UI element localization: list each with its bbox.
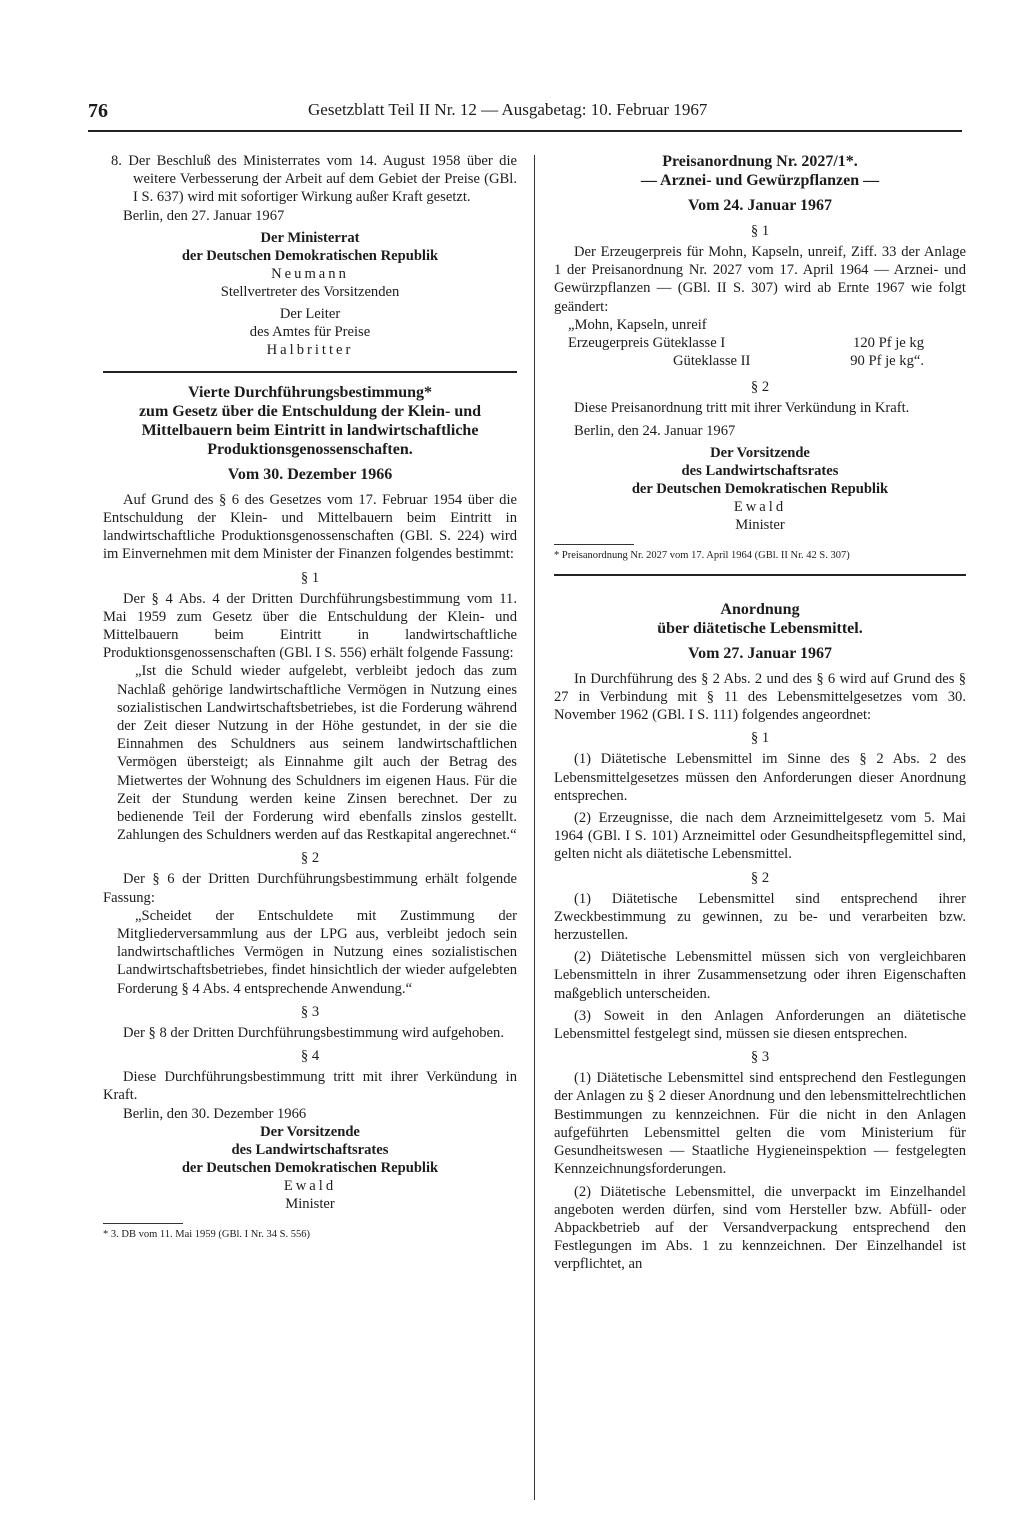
signature-org: Der Ministerrat	[260, 229, 360, 246]
footnote: * 3. DB vom 11. Mai 1959 (GBl. I Nr. 34 S. 556)	[103, 1228, 310, 1240]
item-8: 8. Der Beschluß des Ministerrates vom 14. August 1958 über die weitere Verbesserung der Arbeit auf dem Gebiet der Preise (GBl. I S. 637) wird mit sofortiger Wirkung außer Kraft gesetzt.	[111, 153, 517, 206]
section-text: (1) Diätetische Lebensmittel sind entsprechend den Festlegungen der Anlagen zu § 2 dieser Anordnung und den lebensmittelrechtlichen Bestimmungen zu kennzeichnen. Für die nicht in den Anlagen aufgeführten Lebensmittel gelten die vom Ministerium für Gesundheitswesen — Staatliche Hygieneinspektion — festgelegten Kennzeichnungsforderungen.	[554, 1070, 966, 1178]
document-title: über diätetische Lebensmittel.	[657, 619, 863, 637]
signatory-role: Minister	[285, 1195, 335, 1212]
signature-org: des Landwirtschaftsrates	[231, 1141, 389, 1158]
intro-paragraph: In Durchführung des § 2 Abs. 2 und des § 6 wird auf Grund des § 27 in Verbindung mit § 11 des Lebensmittelgesetzes vom 30. November 1962 (GBl. I S. 111) folgendes angeordnet:	[554, 670, 966, 724]
section-heading: § 1	[750, 223, 770, 239]
signatory-role: Stellvertreter des Vorsitzenden	[220, 283, 400, 300]
document-date: Vom 27. Januar 1967	[687, 644, 833, 662]
section-divider	[103, 371, 517, 373]
section-text: Der Erzeugerpreis für Mohn, Kapseln, unreif, Ziff. 33 der Anlage 1 der Preisanordnung Nr. 2027 vom 17. April 1964 — Arznei- und Gewürzpflanzen — (GBl. II S. 307) wird ab Ernte 1967 wie folgt geändert:	[554, 244, 966, 315]
signature-block-2	[103, 1123, 517, 1213]
document-title: Preisanordnung Nr. 2027/1*.	[662, 153, 858, 170]
section-heading: § 3	[750, 1049, 770, 1066]
document-title: zum Gesetz über die Entschuldung der Klein- und Mittelbauern beim Eintritt in landwirtschaftliche Produktionsgenossenschaften.	[138, 402, 482, 458]
signature-org: der Deutschen Demokratischen Republik	[181, 1159, 439, 1176]
quoted-text: „Ist die Schuld wieder aufgelebt, verbleibt jedoch das zum Nachlaß gehörige landwirtschaftliche Vermögen in Nutzung eines sozialistischen Landwirtschaftsbetriebes, ist die Forderung während der Zeit dieser Nutzung in der Höhe gestundet, in der sie die Einnahmen des Schuldners aus seinem landwirtschaftlichen Vermögen übersteigt; als Einnahme gilt auch der Betrag des Mietwertes der Wohnung des Schuldners im eigenen Haus. Für die Zeit der Stundung werden keine Zinsen berechnet. Der zu bedienende Teil der Forderung wird ebenfalls zinslos gestellt. Zahlungen des Schuldners werden auf das Restkapital angerechnet.“	[117, 663, 517, 844]
section-divider	[554, 574, 966, 576]
signature-org: Der Vorsitzende	[710, 444, 810, 461]
document-date: Vom 30. Dezember 1966	[227, 465, 393, 483]
place-date-2: Berlin, den 30. Dezember 1966	[123, 1105, 307, 1122]
document-title: Vierte Durchführungsbestimmung*	[187, 383, 432, 401]
section-text: (1) Diätetische Lebensmittel sind entsprechend ihrer Zweckbestimmung zu gewinnen, zu be- und verarbeiten bzw. herzustellen.	[554, 890, 966, 944]
section-text: Der § 6 der Dritten Durchführungsbestimmung erhält folgende Fassung:	[103, 871, 517, 906]
section-text: Diese Preisanordnung tritt mit ihrer Verkündung in Kraft.	[574, 400, 910, 417]
document-subtitle: — Arznei- und Gewürzpflanzen —	[640, 172, 880, 189]
section-text: (2) Diätetische Lebensmittel, die unverpackt im Einzelhandel angeboten werden dürfen, sind vom Hersteller bzw. Abfüll- oder Abpackbetrieb auf der Versandverpackung entsprechend den Festlegungen im Abs. 1 zu kennzeichnen. Der Einzelhandel ist verpflichtet, an	[554, 1183, 966, 1273]
section-text: (2) Erzeugnisse, die nach dem Arzneimittelgesetz vom 5. Mai 1964 (GBl. I S. 101) Arzneimittel oder Gesundheitspflegemittel sind, gelten nicht als diätetische Lebensmittel.	[554, 810, 966, 863]
quoted-text: „Mohn, Kapseln, unreif	[568, 316, 707, 333]
section-heading: § 2	[750, 379, 770, 396]
signatory-name: Ewald	[283, 1177, 337, 1194]
signatory-role: Der Leiter	[279, 305, 341, 322]
footnote: * Preisanordnung Nr. 2027 vom 17. April 1964 (GBl. II Nr. 42 S. 307)	[554, 549, 850, 561]
signatory-role: Minister	[735, 516, 785, 533]
price-table	[554, 334, 966, 370]
section-text: (3) Soweit in den Anlagen Anforderungen an diätetische Lebensmittel festgelegt sind, müssen sie diesen entsprechen.	[554, 1007, 966, 1043]
page-header	[88, 98, 962, 132]
section-heading: § 1	[300, 569, 320, 586]
signature-org: Der Vorsitzende	[260, 1123, 360, 1140]
intro-paragraph: Auf Grund des § 6 des Gesetzes vom 17. Februar 1954 über die Entschuldung der Klein- und Mittelbauern beim Eintritt in landwirtschaftliche Produktionsgenossenschaften (GBl. S. 224) wird im Einvernehmen mit dem Minister der Finanzen folgendes bestimmt:	[103, 491, 517, 563]
signature-block-1	[103, 229, 517, 359]
price-value: 90 Pf je kg“.	[850, 353, 924, 370]
footnote-rule	[554, 544, 634, 545]
signatory-name: Neumann	[271, 265, 349, 282]
section-text: Der § 8 der Dritten Durchführungsbestimmung wird aufgehoben.	[123, 1024, 504, 1041]
signature-block	[554, 444, 966, 534]
signatory-name: Halbritter	[266, 341, 354, 358]
quoted-text: „Scheidet der Entschuldete mit Zustimmung der Mitgliederversammlung aus der LPG aus, verbleibt jedoch sein landwirtschaftliches Vermögen in Nutzung eines sozialistischen Landwirtschaftsbetriebes, findet hinsichtlich der wieder aufgelebten Forderung § 4 Abs. 4 entsprechende Anwendung.“	[117, 907, 517, 997]
section-text: (1) Diätetische Lebensmittel im Sinne des § 2 Abs. 2 des Lebensmittelgesetzes müssen den Anforderungen dieser Anordnung entsprechen.	[554, 751, 966, 804]
signatory-role: des Amtes für Preise	[249, 323, 371, 340]
price-value: 120 Pf je kg	[853, 335, 924, 352]
footnote-rule	[103, 1223, 183, 1224]
signature-org: der Deutschen Demokratischen Republik	[631, 480, 889, 497]
section-heading: § 2	[300, 850, 320, 867]
running-head: Gesetzblatt Teil II Nr. 12 — Ausgabetag: 10. Februar 1967	[308, 100, 708, 119]
page-number: 76	[88, 100, 108, 122]
section-heading: § 3	[300, 1003, 320, 1020]
price-label: Erzeugerpreis Güteklasse I	[568, 335, 726, 352]
section-heading: § 4	[300, 1048, 320, 1065]
section-heading: § 1	[750, 730, 770, 747]
section-heading: § 2	[750, 869, 770, 886]
left-column	[103, 152, 517, 1241]
column-divider	[534, 155, 535, 1500]
section-text: Der § 4 Abs. 4 der Dritten Durchführungsbestimmung vom 11. Mai 1959 zum Gesetz über die Entschuldung der Klein- und Mittelbauern beim Eintritt in landwirtschaftliche Produktionsgenossenschaften (GBl. I S. 556) erhält folgende Fassung:	[103, 590, 517, 662]
right-column	[554, 152, 966, 1274]
place-date-1: Berlin, den 27. Januar 1967	[123, 207, 285, 224]
section-text: Diese Durchführungsbestimmung tritt mit ihrer Verkündung in Kraft.	[103, 1069, 517, 1104]
document-title: Anordnung	[720, 600, 800, 618]
signatory-name: Ewald	[733, 498, 787, 515]
section-text: (2) Diätetische Lebensmittel müssen sich von vergleichbaren Lebensmitteln in ihrer Zusammensetzung oder ihren Eigenschaften maßgeblich unterscheiden.	[554, 949, 966, 1002]
place-date: Berlin, den 24. Januar 1967	[574, 422, 736, 439]
price-label: Güteklasse II	[673, 353, 751, 370]
signature-org: des Landwirtschaftsrates	[681, 462, 839, 479]
signature-org: der Deutschen Demokratischen Republik	[181, 247, 439, 264]
document-date: Vom 24. Januar 1967	[687, 197, 833, 214]
